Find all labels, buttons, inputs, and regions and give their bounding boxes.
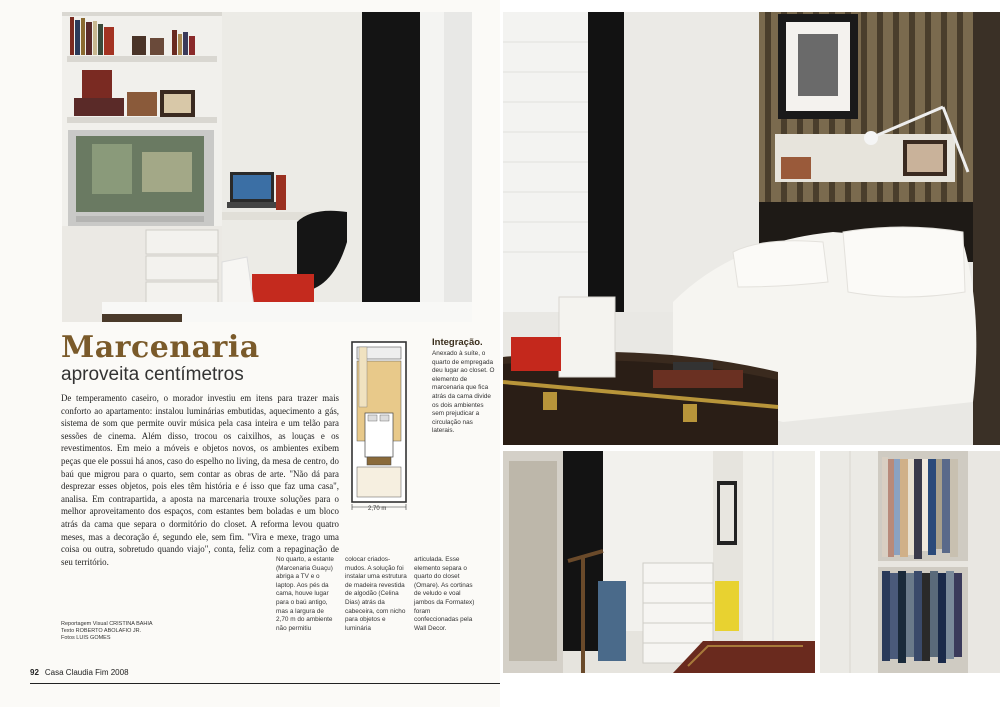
floor-plan xyxy=(349,339,409,514)
credits-text: Texto ROBERTO ABOLAFIO JR. xyxy=(61,628,142,634)
credits xyxy=(61,621,153,642)
photo-bed-trunk-image xyxy=(503,12,1000,445)
photo-bedroom-shelf-image xyxy=(62,12,472,322)
magazine-year: 2008 xyxy=(110,668,129,677)
caption-col-3: articulada. Esse elemento separa o quarto do closet (Omare). As cortinas de veludo e voal jambos da Formatex) foram confeccionadas pela Wall Decor. xyxy=(414,556,475,632)
photo-closet-clothes-image xyxy=(820,451,1000,673)
credits-photos: Fotos LUIS GOMES xyxy=(61,635,111,641)
magazine-name: Casa Claudia Fim xyxy=(44,668,109,677)
page-footer xyxy=(30,668,129,677)
floor-plan-dimension: 2,70 m xyxy=(368,506,387,512)
photo-closet-drawers xyxy=(503,451,815,673)
photo-closet-clothes xyxy=(820,451,1000,673)
credits-visual: Reportagem Visual CRISTINA BAHIA xyxy=(61,621,153,627)
integracao-caption-title: Integração. xyxy=(432,337,483,348)
article-subtitle: aproveita centímetros xyxy=(61,364,244,385)
article-body xyxy=(61,392,339,568)
floor-plan-drawing xyxy=(349,339,409,514)
integracao-caption-text: Anexado à suíte, o quarto de empregada deu lugar ao closet. O elemento de marcenaria que fica atrás da cama divide os dois ambientes sem prejudicar a circulação nas laterais. xyxy=(432,350,495,435)
article-title: Marcenaria xyxy=(61,330,260,365)
footer-rule xyxy=(30,683,500,684)
photo-closet-drawers-image xyxy=(503,451,815,673)
article-body-paragraph: De temperamento caseiro, o morador investiu em itens para trazer mais conforto ao apartamento: instalou luminárias embutidas, aquecimento a gás, sistema de som que permite ouvir música pela casa inteira e um telão para sessões de cinema. Além disso, trocou os caixilhos, as louças e os revestimentos. Em meio a móveis e objetos novos, os ambientes exibem peças que ele possui há anos, caso do espelho no living, da mesa de centro, do baú que migrou para o quarto, sem contar as obras de arte. "Não dá para desprezar esses objetos, pois eles têm história e é isso que faz uma casa", analisa. Em contrapartida, a aposta na marcenaria trouxe soluções para o melhor aproveitamento dos espaços, com estantes bem boladas e um bloco atrás da cama que separa o dormitório do closet. A reforma levou quatro meses, mas a decoração é, segundo ele, sem fim. "Vira e mexe, trago uma coisa ou outra, sobretudo quando viajo", conta, feliz com a repaginação de seu território. xyxy=(61,393,339,567)
photo-bed-trunk xyxy=(503,12,1000,445)
caption-col-1: No quarto, a estante (Marcenaria Guaçu) abriga a TV e o laptop. Aos pés da cama, houve lugar para o baú antigo, mas a largura de 2,70 m do ambiente não permitiu xyxy=(276,556,334,632)
caption-col-2: colocar criados-mudos. A solução foi instalar uma estrutura de madeira revestida de algodão (Celina Dias) atrás da cabeceira, com nicho para objetos e luminária xyxy=(345,556,407,632)
page-number: 92 xyxy=(30,668,39,677)
photo-bedroom-shelf xyxy=(62,12,472,322)
